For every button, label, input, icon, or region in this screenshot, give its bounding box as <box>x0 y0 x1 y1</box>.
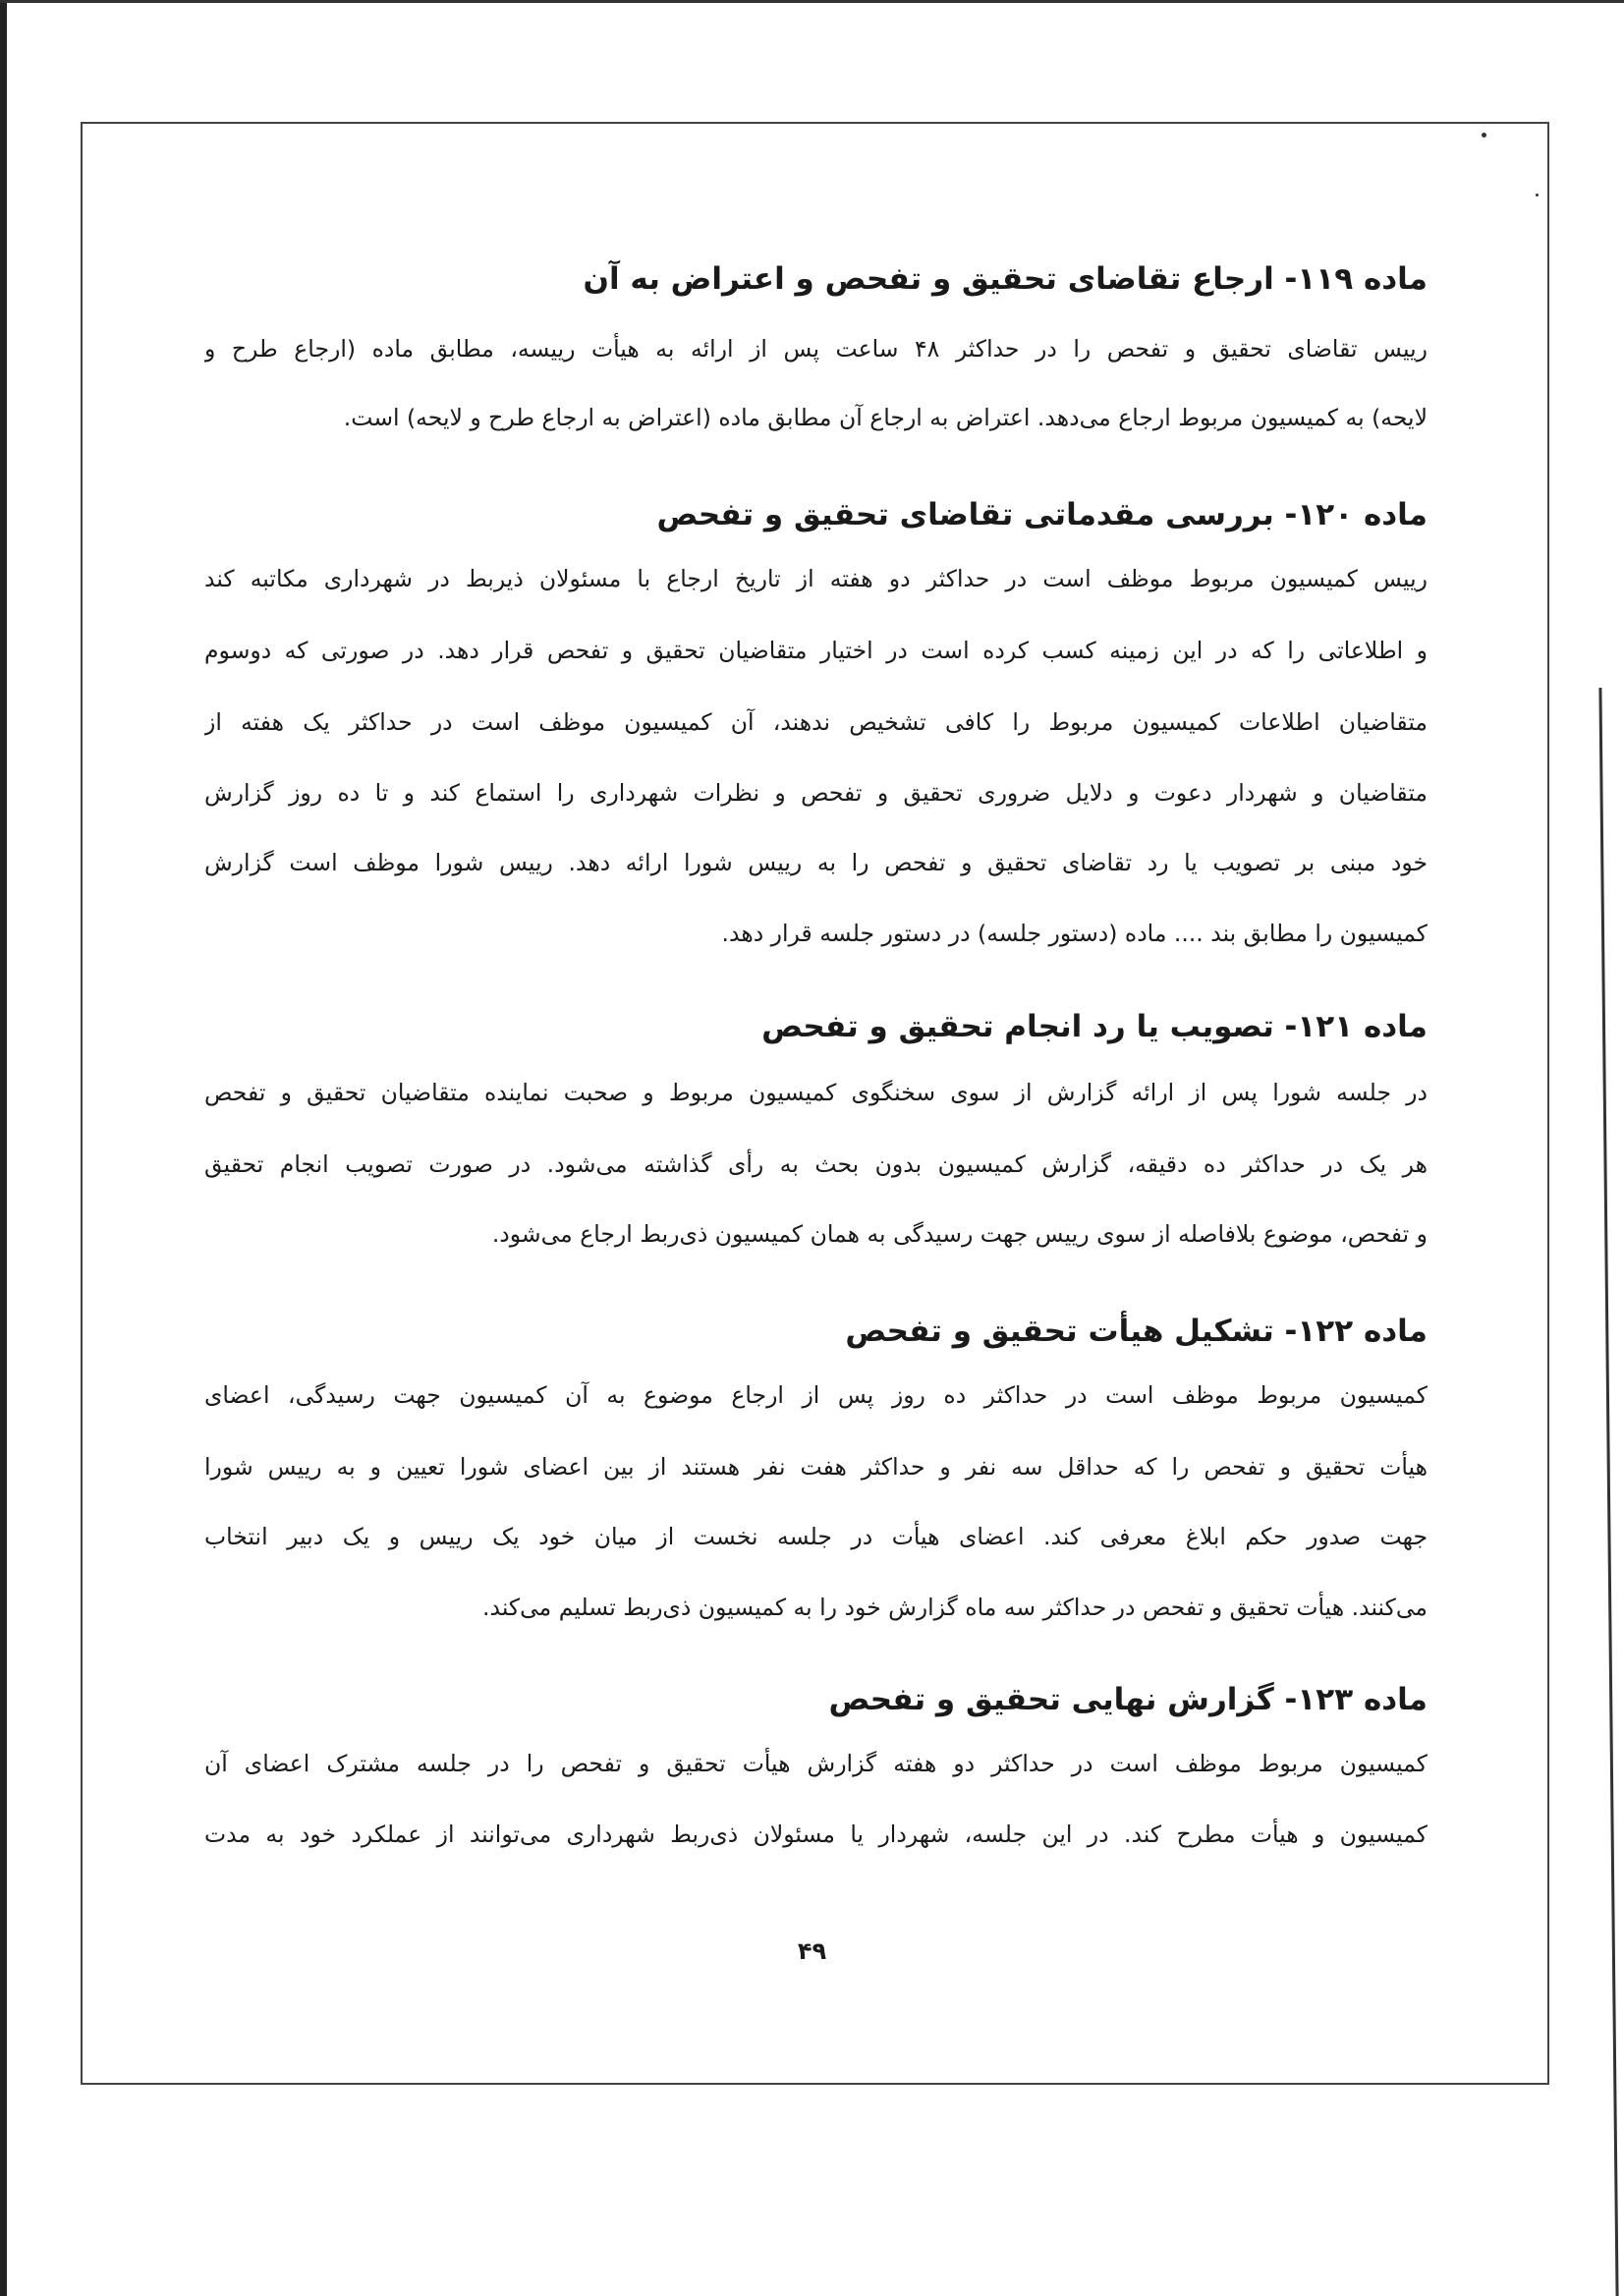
article-heading: ماده ۱۱۹- ارجاع تقاضای تحقیق و تفحص و اعتراض به آن <box>583 261 1428 297</box>
paragraph-line: هیأت تحقیق و تفحص را که حداقل سه نفر و حداکثر هفت نفر هستند از بین اعضای شورا تعیین و به رییس شورا <box>204 1453 1428 1481</box>
paragraph-line: هر یک در حداکثر ده دقیقه، گزارش کمیسیون بدون بحث به رأی گذاشته می‌شود. در صورت تصویب انجام تحقیق <box>204 1150 1428 1178</box>
paragraph-line: و تفحص، موضوع بلافاصله از سوی رییس جهت رسیدگی به همان کمیسیون ذی‌ربط ارجاع می‌شود. <box>491 1220 1428 1248</box>
paragraph-line: کمیسیون را مطابق بند .... ماده (دستور جلسه) در دستور جلسه قرار دهد. <box>721 920 1428 947</box>
paragraph-line: جهت صدور حکم ابلاغ معرفی کند. اعضای هیأت در جلسه نخست از میان خود یک رییس و یک دبیر انتخاب <box>204 1523 1428 1550</box>
article-heading: ماده ۱۲۰- بررسی مقدماتی تقاضای تحقیق و تفحص <box>656 497 1428 532</box>
paragraph-line: متقاضیان اطلاعات کمیسیون مربوط را کافی تشخیص ندهند، آن کمیسیون موظف است در حداکثر یک هفته از <box>204 708 1428 736</box>
paragraph-line: در جلسه شورا پس از ارائه گزارش از سوی سخنگوی کمیسیون مربوط و صحبت نماینده متقاضیان تحقیق و تفحص <box>204 1079 1428 1106</box>
paragraph-line: کمیسیون و هیأت مطرح کند. در این جلسه، شهردار یا مسئولان ذی‌ربط شهرداری می‌توانند از عملکرد خود به مدت <box>204 1820 1428 1848</box>
paragraph-line: رییس کمیسیون مربوط موظف است در حداکثر دو هفته از تاریخ ارجاع با مسئولان ذیربط در شهرداری مکاتبه کند <box>204 565 1428 592</box>
paragraph-line: کمیسیون مربوط موظف است در حداکثر دو هفته گزارش هیأت تحقیق و تفحص را در جلسه مشترک اعضای آن <box>204 1750 1428 1777</box>
article-heading: ماده ۱۲۲- تشکیل هیأت تحقیق و تفحص <box>845 1314 1428 1349</box>
paragraph-line: لایحه) به کمیسیون مربوط ارجاع می‌دهد. اعتراض به ارجاع آن مطابق ماده (اعتراض به ارجاع طرح و لایحه) است. <box>343 404 1428 431</box>
paragraph-line: رییس تقاضای تحقیق و تفحص را در حداکثر ۴۸ ساعت پس از ارائه به هیأت رییسه، مطابق ماده (ارجاع طرح و <box>204 335 1428 363</box>
paragraph-line: می‌کنند. هیأت تحقیق و تفحص در حداکثر سه ماه گزارش خود را به کمیسیون ذی‌ربط تسلیم می‌کند. <box>482 1594 1428 1621</box>
paragraph-line: و اطلاعاتی را که در این زمینه کسب کرده است در اختیار متقاضیان تحقیق و تفحص قرار دهد. در صورتی که دوسوم <box>204 637 1428 664</box>
paragraph-line: خود مبنی بر تصویب یا رد تقاضای تحقیق و تفحص را به رییس شورا ارائه دهد. رییس شورا موظف است گزارش <box>204 849 1428 876</box>
paragraph-line: کمیسیون مربوط موظف است در حداکثر ده روز پس از ارجاع موضوع به آن کمیسیون جهت رسیدگی، اعضای <box>204 1381 1428 1409</box>
article-heading: ماده ۱۲۳- گزارش نهایی تحقیق و تفحص <box>828 1682 1428 1717</box>
page-number: ۴۹ <box>797 1937 827 1965</box>
scan-edge-top <box>0 0 1624 3</box>
article-heading: ماده ۱۲۱- تصویب یا رد انجام تحقیق و تفحص <box>761 1009 1428 1044</box>
scan-edge-right <box>1598 688 1618 2296</box>
paragraph-line: متقاضیان و شهردار دعوت و دلایل ضروری تحقیق و تفحص و نظرات شهرداری را استماع کند و تا ده روز گزارش <box>204 779 1428 807</box>
